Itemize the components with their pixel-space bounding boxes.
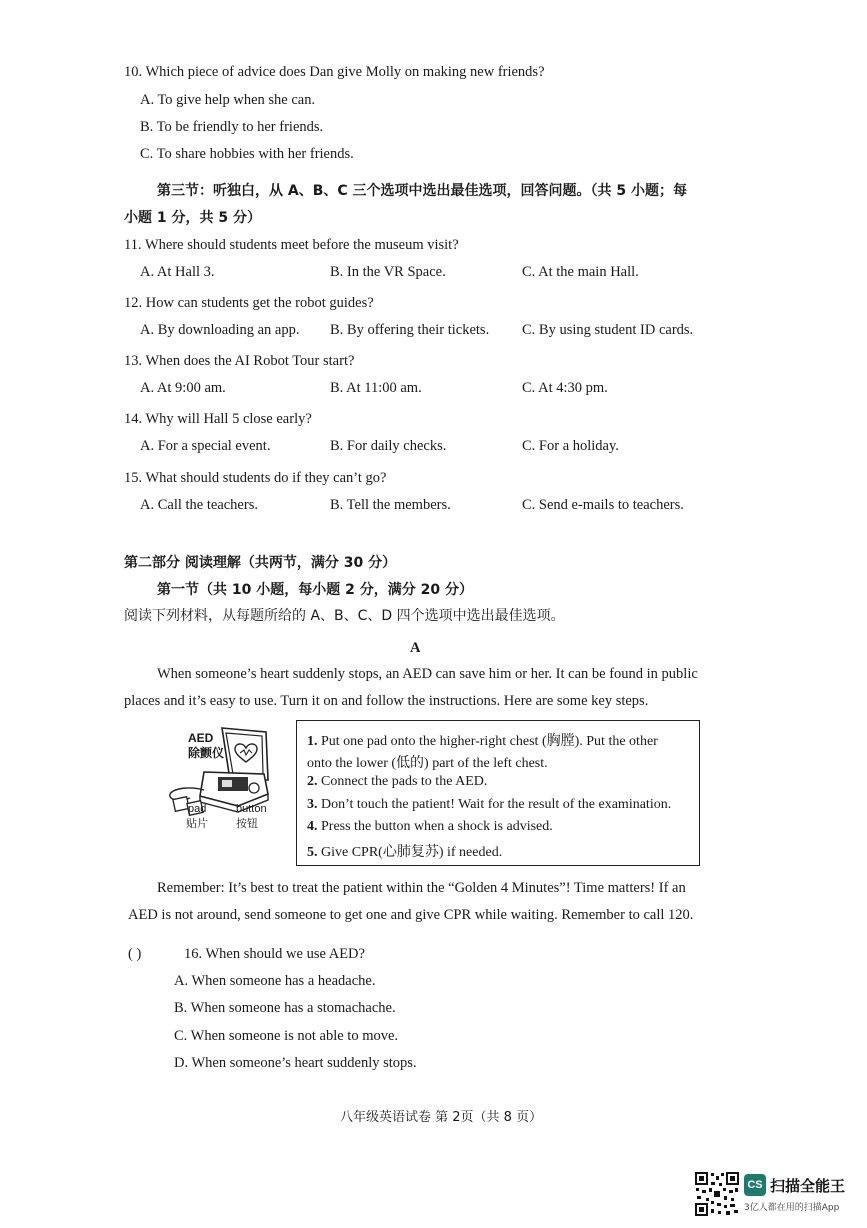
step-2: 2. Connect the pads to the AED. [307,774,488,789]
q13-option-b: B. At 11:00 am. [330,380,422,396]
q15-option-c: C. Send e-mails to teachers. [522,497,684,513]
aed-device-icon [160,722,286,834]
q14-option-a: A. For a special event. [140,438,271,454]
q10-option-b: B. To be friendly to her friends. [140,119,324,135]
part2-section1: 第一节（共 10 小题，每小题 2 分，满分 20 分） [157,582,473,598]
q16-stem: 16. When should we use AED? [184,946,365,962]
step-1-cont: onto the lower (低的) part of the left chest. [307,756,548,771]
q11-option-a: A. At Hall 3. [140,264,215,280]
passage-p2-line1: Remember: It’s best to treat the patient within the “Golden 4 Minutes”! Time matters! If an [157,880,686,896]
aed-steps-box [296,720,700,866]
q10-stem: 10. Which piece of advice does Dan give Molly on making new friends? [124,64,545,80]
q15-option-b: B. Tell the members. [330,497,451,513]
qr-code-icon [694,1171,740,1217]
q16-option-b: B. When someone has a stomachache. [174,1000,396,1016]
q15-stem: 15. What should students do if they can’t go? [124,470,387,486]
step-1: 1. Put one pad onto the higher-right chest (胸膛). Put the other [307,734,658,749]
q13-stem: 13. When does the AI Robot Tour start? [124,353,355,369]
passage-p1-line2: places and it’s easy to use. Turn it on and follow the instructions. Here are some key steps. [124,693,649,709]
aed-illustration [160,722,286,834]
aed-label-cn: 除颤仪 [188,746,225,760]
q12-option-a: A. By downloading an app. [140,322,300,338]
q11-stem: 11. Where should students meet before the museum visit? [124,237,459,253]
button-label-en: button [236,803,267,815]
camscanner-logo-icon: CS [744,1174,766,1196]
q13-option-a: A. At 9:00 am. [140,380,226,396]
section3-title-line1: 第三节：听独白，从 A、B、C 三个选项中选出最佳选项，回答问题。（共 5 小题；每 [157,183,688,199]
q16-option-c: C. When someone is not able to move. [174,1028,399,1044]
step-5: 5. Give CPR(心肺复苏) if needed. [307,845,503,860]
passage-p1-line1: When someone’s heart suddenly stops, an AED can save him or her. It can be found in public [157,666,698,682]
scanner-tagline: 3亿人都在用的扫描App [744,1203,840,1213]
pad-label-en: pad [188,803,207,815]
q11-option-b: B. In the VR Space. [330,264,446,280]
q15-option-a: A. Call the teachers. [140,497,258,513]
q16-option-d: D. When someone’s heart suddenly stops. [174,1055,417,1071]
q14-option-c: C. For a holiday. [522,438,619,454]
section3-title-line2: 小题 1 分，共 5 分） [124,210,261,226]
step-3: 3. Don’t touch the patient! Wait for the result of the examination. [307,797,672,812]
q14-stem: 14. Why will Hall 5 close early? [124,411,312,427]
passage-p2-line2: AED is not around, send someone to get one and give CPR while waiting. Remember to call 120. [128,907,694,923]
q12-option-c: C. By using student ID cards. [522,322,694,338]
step-4: 4. Press the button when a shock is advised. [307,819,553,834]
scanner-app-name: 扫描全能王 [770,1177,846,1195]
part2-title: 第二部分 阅读理解（共两节，满分 30 分） [124,555,397,571]
pad-label-cn: 贴片 [186,817,208,830]
page-footer: 八年级英语试卷 第 2页（共 8 页） [340,1110,543,1125]
q16-answer-blank: ( ) [128,946,142,962]
q14-option-b: B. For daily checks. [330,438,447,454]
aed-label-en: AED [188,731,214,745]
part2-instruction: 阅读下列材料，从每题所给的 A、B、C、D 四个选项中选出最佳选项。 [124,608,565,624]
q13-option-c: C. At 4:30 pm. [522,380,608,396]
q16-option-a: A. When someone has a headache. [174,973,376,989]
q12-option-b: B. By offering their tickets. [330,322,490,338]
q12-stem: 12. How can students get the robot guides? [124,295,374,311]
passage-letter: A [410,640,421,656]
q10-option-a: A. To give help when she can. [140,92,316,108]
q11-option-c: C. At the main Hall. [522,264,639,280]
q10-option-c: C. To share hobbies with her friends. [140,146,354,162]
button-label-cn: 按钮 [236,817,258,830]
